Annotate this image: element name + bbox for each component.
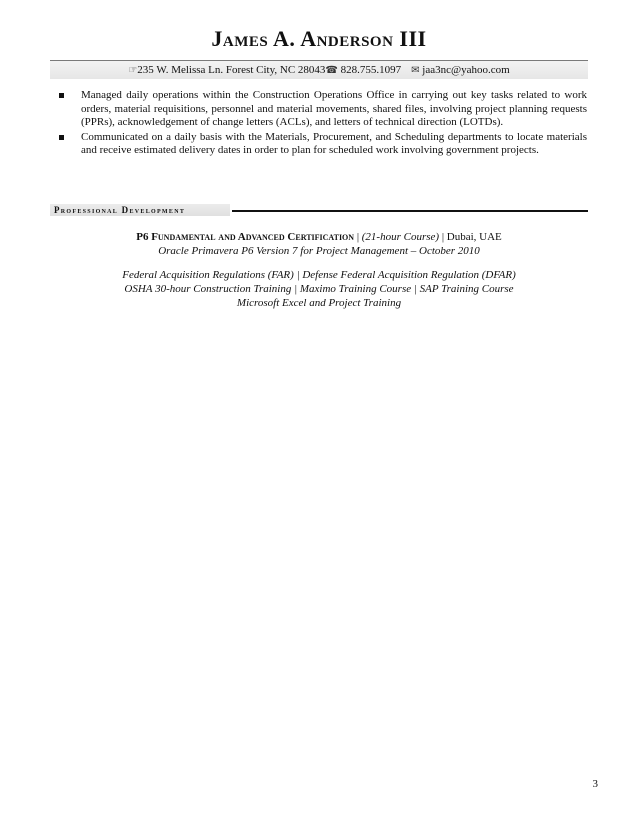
bullet-square-icon — [59, 93, 64, 98]
contact-bar — [50, 60, 588, 79]
certification-detail: Oracle Primavera P6 Version 7 for Project Management – October 2010 — [158, 245, 480, 257]
phone-number: 828.755.1097 — [340, 64, 402, 76]
envelope-icon: ✉ — [411, 65, 420, 76]
training-line: Microsoft Excel and Project Training — [236, 297, 402, 309]
course-length: (21-hour Course) — [361, 231, 440, 243]
address-text: 235 W. Melissa Ln. Forest City, NC 28043 — [137, 64, 326, 76]
certification-title: P6 Fundamental and Advanced Certification — [136, 231, 355, 243]
training-line: OSHA 30-hour Construction Training | Maximo Training Course | SAP Training Course — [124, 283, 514, 295]
separator: | — [439, 231, 447, 243]
bullet-item — [57, 89, 587, 130]
bullet-square-icon — [59, 135, 64, 140]
separator: | — [354, 231, 362, 243]
bullet-item — [57, 131, 587, 158]
hand-pointing-icon: ☞ — [128, 65, 138, 76]
experience-bullets — [57, 89, 587, 159]
certification-location: Dubai, UAE — [446, 231, 502, 243]
bullet-text: Communicated on a daily basis with the Materials, Procurement, and Scheduling departments to locate materials and receive estimated delivery dates in order to plan for scheduled work involving government projects. — [81, 130, 587, 157]
professional-development — [50, 230, 588, 310]
section-header — [50, 204, 588, 216]
training-line: Federal Acquisition Regulations (FAR) | Defense Federal Acquisition Regulation (DFAR) — [122, 269, 516, 281]
email-link[interactable]: jaa3nc@yahoo.com — [422, 64, 510, 76]
certification-line — [50, 230, 588, 244]
telephone-icon: ☎ — [325, 65, 338, 76]
section-divider — [232, 210, 588, 212]
bullet-text: Managed daily operations within the Construction Operations Office in carrying out key tasks related to work orders, material requisitions, personnel and material movements, shared files, involving project planning requests (PPRs), acknowledgement of change letters (ACLs), and letters of technical direction (LOTDs). — [81, 89, 587, 129]
section-title: Professional Development — [50, 204, 230, 216]
page-number: 3 — [592, 778, 598, 790]
spacer — [50, 258, 588, 268]
resume-name: James A. Anderson III — [211, 26, 427, 51]
